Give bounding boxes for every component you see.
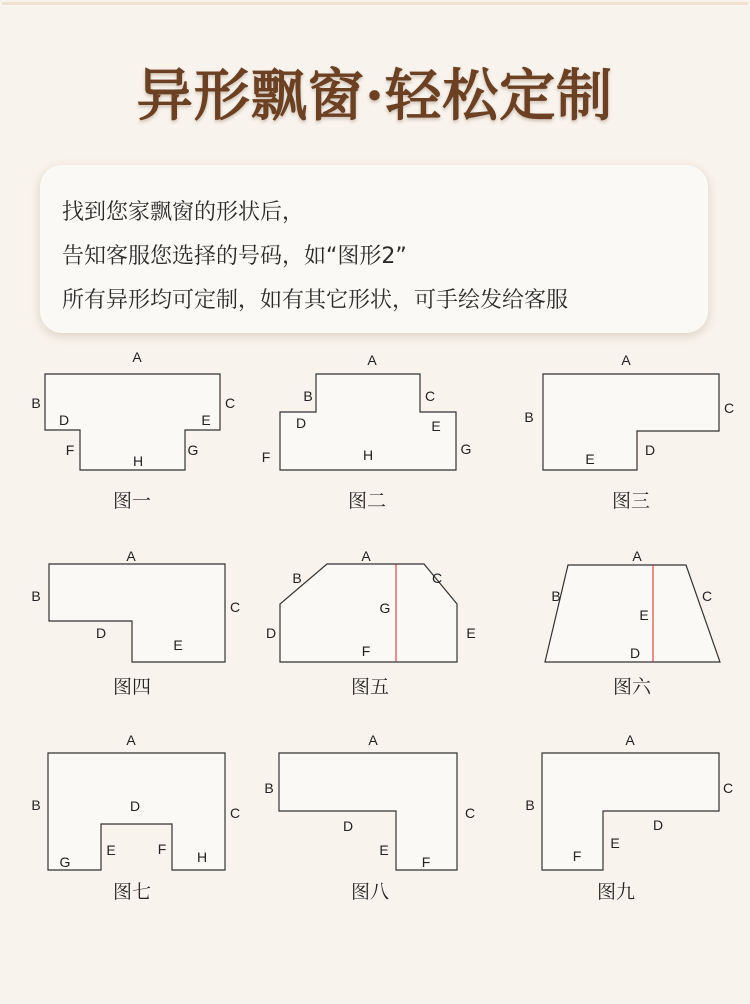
shape-7 — [31, 732, 240, 903]
shape-6 — [545, 548, 720, 698]
shape-3 — [524, 352, 734, 512]
shape-3-label-b: B — [524, 409, 534, 425]
shape-4-label-b: B — [31, 588, 41, 604]
shape-5-label-c: C — [431, 570, 443, 586]
shape-6-label-d: D — [629, 645, 641, 661]
shape-1-label-b: B — [31, 395, 41, 411]
info-line-custom-shapes: 所有异形均可定制，如有其它形状，可手绘发给客服 — [62, 288, 569, 313]
shape-4-label-c: C — [229, 599, 241, 615]
shape-4-label-e: E — [173, 637, 183, 653]
shape-3-label-e: E — [585, 451, 595, 467]
shape-5 — [266, 548, 476, 698]
shape-7-label-c: C — [229, 805, 241, 821]
shape-7-label-a: A — [126, 732, 136, 748]
shape-8-label-f: F — [421, 854, 431, 870]
shape-2 — [262, 352, 472, 512]
shape-1-caption: 图一 — [112, 490, 152, 512]
shape-8-label-d: D — [342, 818, 354, 834]
shape-6-label-c: C — [701, 588, 713, 604]
shape-9 — [525, 732, 733, 903]
shape-8-outline — [279, 753, 457, 870]
shape-9-label-c: C — [722, 780, 734, 796]
shape-8-label-c: C — [464, 805, 476, 821]
shape-3-label-d: D — [644, 442, 656, 458]
shape-4-label-d: D — [95, 625, 107, 641]
shape-4-caption: 图四 — [112, 676, 152, 698]
shape-2-label-b: B — [303, 388, 313, 404]
shape-9-outline — [542, 753, 719, 870]
shape-1-label-e: E — [201, 412, 211, 428]
shape-7-label-f: F — [157, 841, 167, 857]
shape-9-label-f: F — [572, 848, 582, 864]
shape-7-caption: 图七 — [112, 881, 152, 903]
shape-7-label-e: E — [106, 842, 116, 858]
shape-7-label-h: H — [196, 849, 208, 865]
shape-5-label-b: B — [292, 570, 302, 586]
shape-1-label-d: D — [58, 412, 70, 428]
shape-8-label-a: A — [368, 732, 378, 748]
shape-3-label-a: A — [621, 352, 631, 368]
shape-9-label-a: A — [625, 732, 635, 748]
shape-9-caption: 图九 — [596, 881, 636, 903]
shape-1-label-c: C — [224, 395, 236, 411]
info-line-find-shape: 找到您家飘窗的形状后， — [62, 200, 305, 225]
shape-2-label-d: D — [295, 415, 307, 431]
shape-1-label-h: H — [132, 453, 144, 469]
shape-8-label-e: E — [379, 842, 389, 858]
info-line-tell-service: 告知客服您选择的号码，如“图形2” — [62, 244, 407, 269]
shape-1-label-a: A — [132, 349, 142, 365]
shape-3-caption: 图三 — [611, 490, 651, 512]
shape-5-caption: 图五 — [350, 676, 390, 698]
shape-4-outline — [49, 564, 225, 662]
shape-9-label-e: E — [610, 835, 620, 851]
page-title: 异形飘窗·轻松定制 — [136, 63, 614, 129]
shape-5-label-d: D — [265, 625, 277, 641]
shape-1-label-f: F — [65, 442, 75, 458]
shape-6-label-b: B — [551, 588, 561, 604]
shape-5-label-a: A — [361, 548, 371, 564]
shape-8-label-b: B — [264, 780, 274, 796]
shape-4 — [31, 548, 240, 698]
shape-2-label-h: H — [362, 447, 374, 463]
shape-2-label-g: G — [460, 441, 472, 457]
shape-9-label-b: B — [525, 797, 535, 813]
shape-4-label-a: A — [126, 548, 136, 564]
shape-3-label-c: C — [723, 400, 735, 416]
shape-7-label-g: G — [59, 854, 71, 870]
shape-1-label-g: G — [187, 442, 199, 458]
shape-8-caption: 图八 — [350, 881, 390, 903]
shape-2-label-f: F — [261, 449, 271, 465]
shape-6-label-e: E — [639, 607, 649, 623]
shape-7-label-d: D — [129, 798, 141, 814]
shape-3-outline — [543, 374, 719, 470]
shape-9-label-d: D — [652, 817, 664, 833]
shape-6-caption: 图六 — [612, 676, 652, 698]
shape-5-label-e: E — [466, 625, 476, 641]
shape-2-label-e: E — [431, 418, 441, 434]
shape-2-caption: 图二 — [347, 490, 387, 512]
shape-2-label-a: A — [367, 352, 377, 368]
shape-5-label-g: G — [379, 600, 391, 616]
shape-1 — [31, 349, 235, 512]
shape-5-label-f: F — [361, 643, 371, 659]
shape-6-label-a: A — [632, 548, 642, 564]
shape-7-label-b: B — [31, 797, 41, 813]
shape-2-label-c: C — [424, 388, 436, 404]
shape-8 — [264, 732, 475, 903]
